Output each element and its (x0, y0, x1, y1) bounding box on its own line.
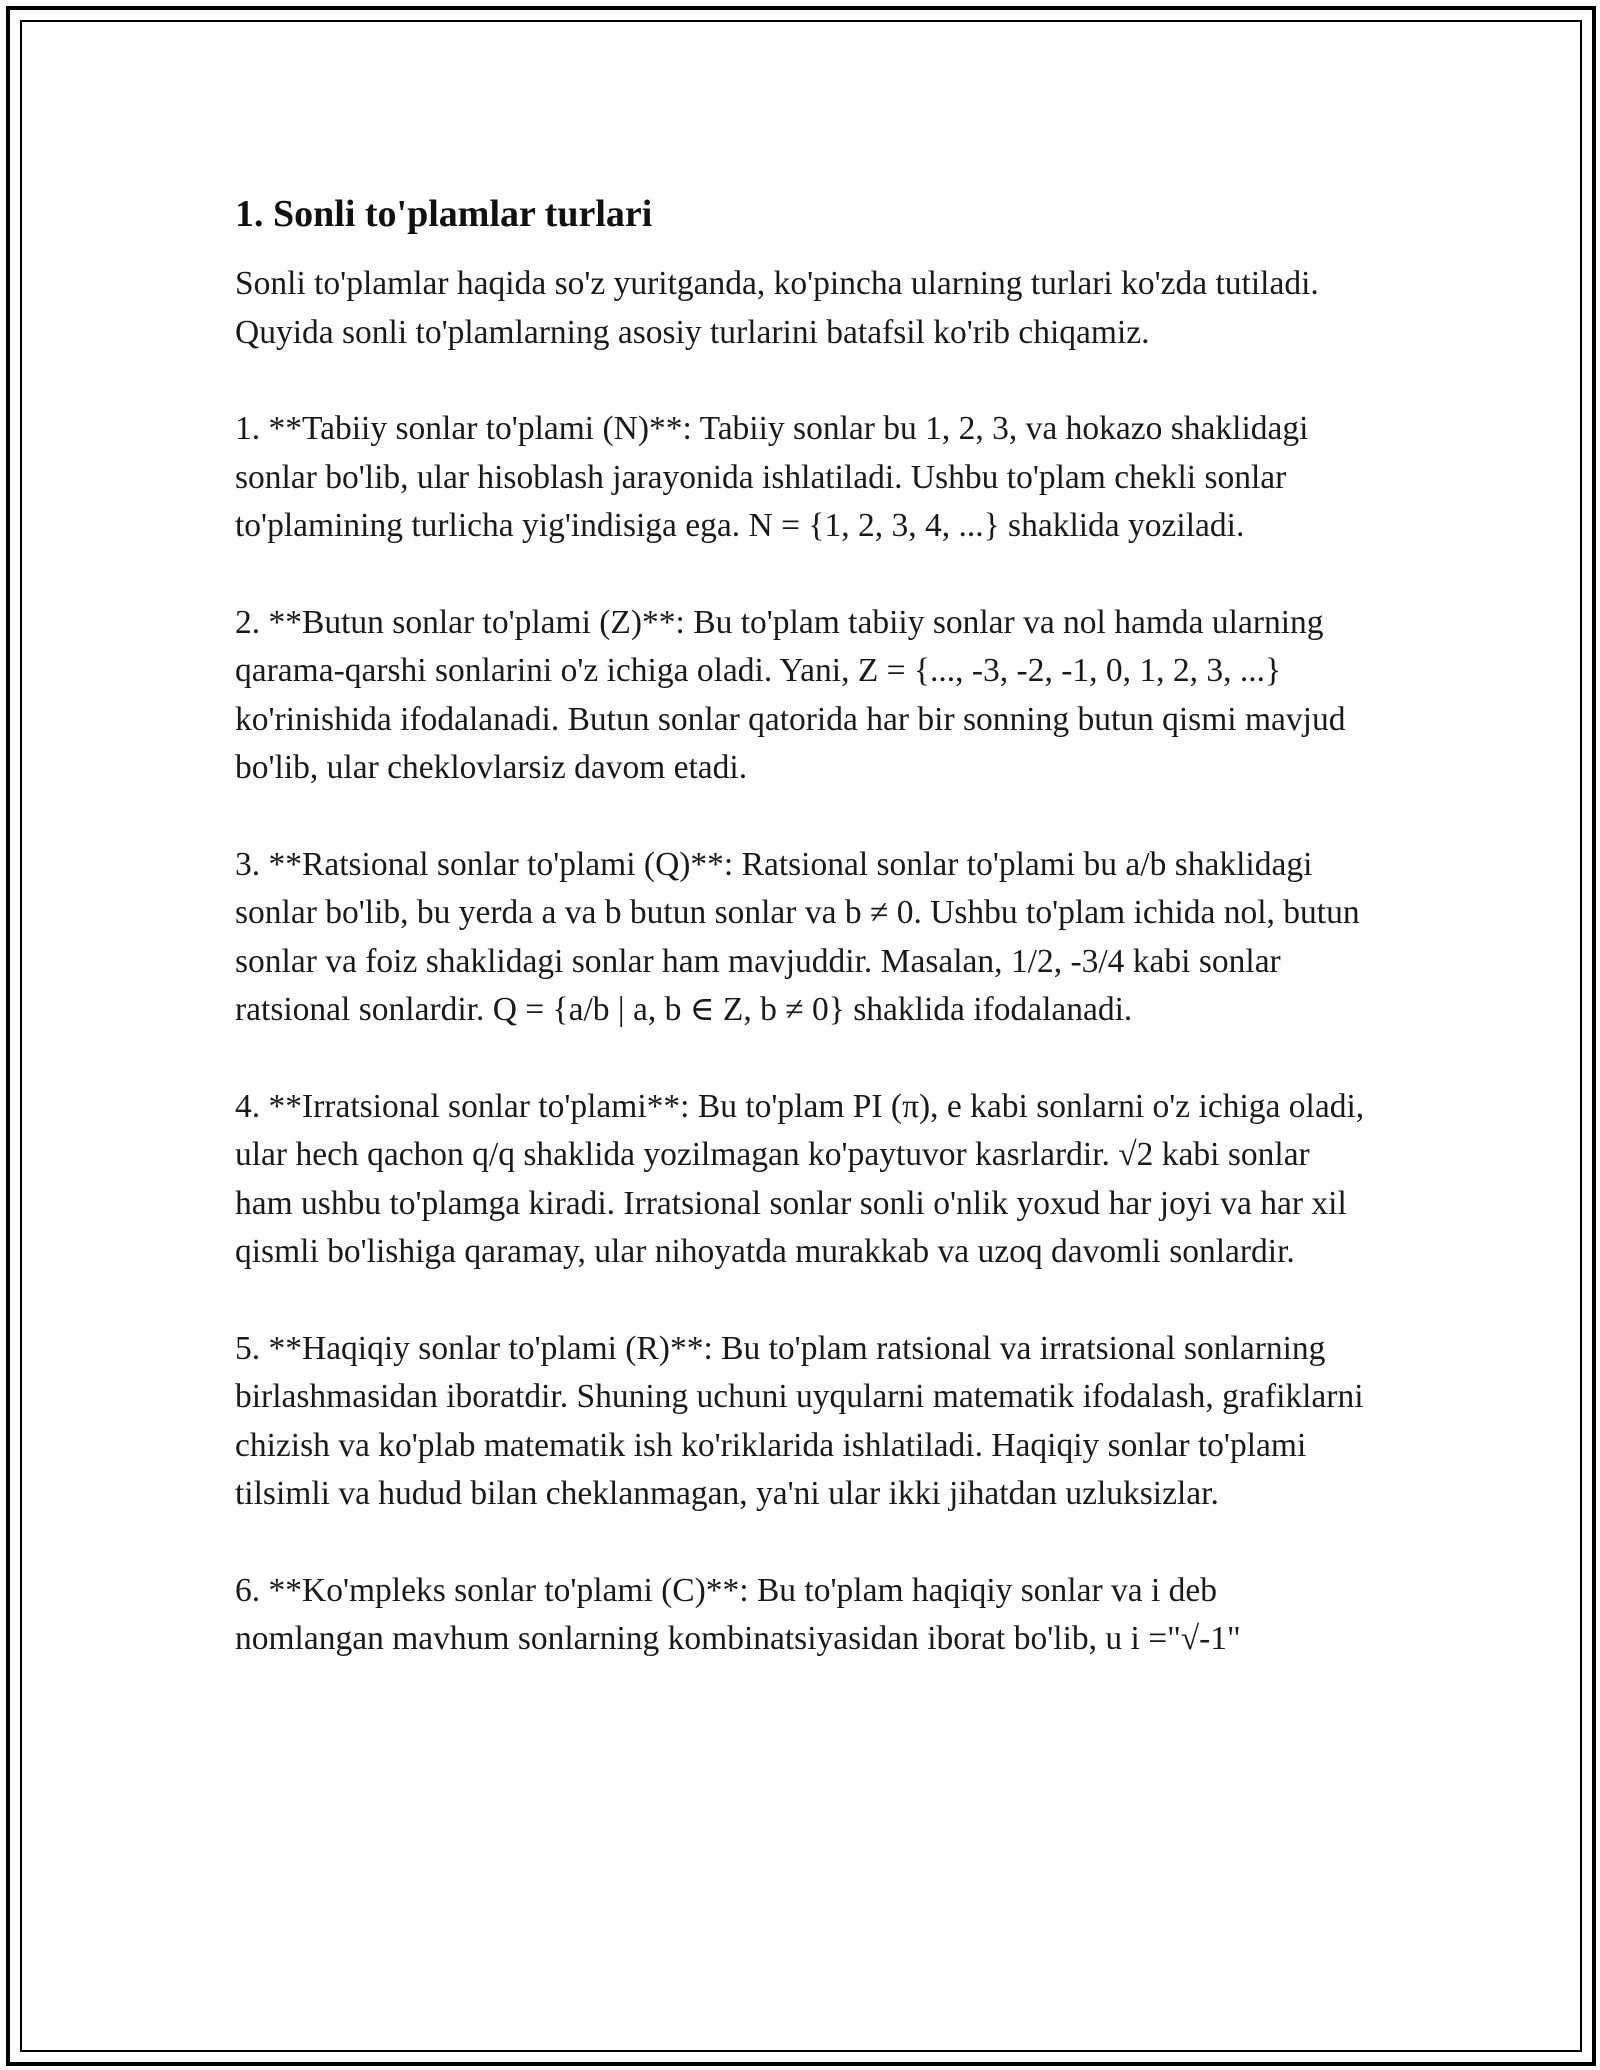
paragraph-real-numbers: 5. **Haqiqiy sonlar to'plami (R)**: Bu to'plam ratsional va irratsional sonlarning birlashmasidan iboratdir. Shuning uchuni uyqularni matematik ifodalash, grafiklarni chizish va ko'plab matematik ish ko'riklarida ishlatiladi. Haqiqiy sonlar to'plami tilsimli va hudud bilan cheklanmagan, ya'ni ular ikki jihatdan uzluksizlar. (235, 1329, 1364, 1512)
intro-paragraph: Sonli to'plamlar haqida so'z yuritganda, ko'pincha ularning turlari ko'zda tutiladi. Quyida sonli to'plamlarning asosiy turlarini batafsil ko'rib chiqamiz. (235, 265, 1319, 351)
paragraph-natural-numbers: 1. **Tabiiy sonlar to'plami (N)**: Tabiiy sonlar bu 1, 2, 3, va hokazo shaklidagi sonlar bo'lib, ular hisoblash jarayonida ishlatiladi. Ushbu to'plam chekli sonlar to'plamining turlicha yig'indisiga ega. N = {1, 2, 3, 4, ...} shaklida yoziladi. (235, 410, 1309, 544)
document-body (235, 190, 1365, 1712)
paragraph-irrational-numbers: 4. **Irratsional sonlar to'plami**: Bu to'plam PI (π), e kabi sonlarni o'z ichiga oladi, ular hech qachon q/q shaklida yozilmagan ko'paytuvor kasrlardir. √2 kabi sonlar ham ushbu to'plamga kiradi. Irratsional sonlar sonli o'nlik yoxud har joyi va har xil qismli bo'lishiga qaramay, ular nihoyatda murakkab va uzoq davomli sonlardir. (235, 1087, 1365, 1270)
paragraph-rational-numbers: 3. **Ratsional sonlar to'plami (Q)**: Ratsional sonlar to'plami bu a/b shaklidagi sonlar bo'lib, bu yerda a va b butun sonlar va b ≠ 0. Ushbu to'plam ichida nol, butun sonlar va foiz shaklidagi sonlar ham mavjuddir. Masalan, 1/2, -3/4 kabi sonlar ratsional sonlardir. Q = {a/b | a, b ∈ Z, b ≠ 0} shaklida ifodalanadi. (235, 845, 1360, 1028)
paragraph-integers: 2. **Butun sonlar to'plami (Z)**: Bu to'plam tabiiy sonlar va nol hamda ularning qarama-qarshi sonlarini o'z ichiga oladi. Yani, Z = {..., -3, -2, -1, 0, 1, 2, 3, ...} ko'rinishida ifodalanadi. Butun sonlar qatorida har bir sonning butun qismi mavjud bo'lib, ular cheklovlarsiz davom etadi. (235, 603, 1346, 786)
section-heading: 1. Sonli to'plamlar turlari (235, 193, 653, 235)
paragraph-complex-numbers: 6. **Ko'mpleks sonlar to'plami (C)**: Bu to'plam haqiqiy sonlar va i deb nomlangan mavhum sonlarning kombinatsiyasidan iborat bo'lib, u i ="√-1" (235, 1571, 1241, 1657)
